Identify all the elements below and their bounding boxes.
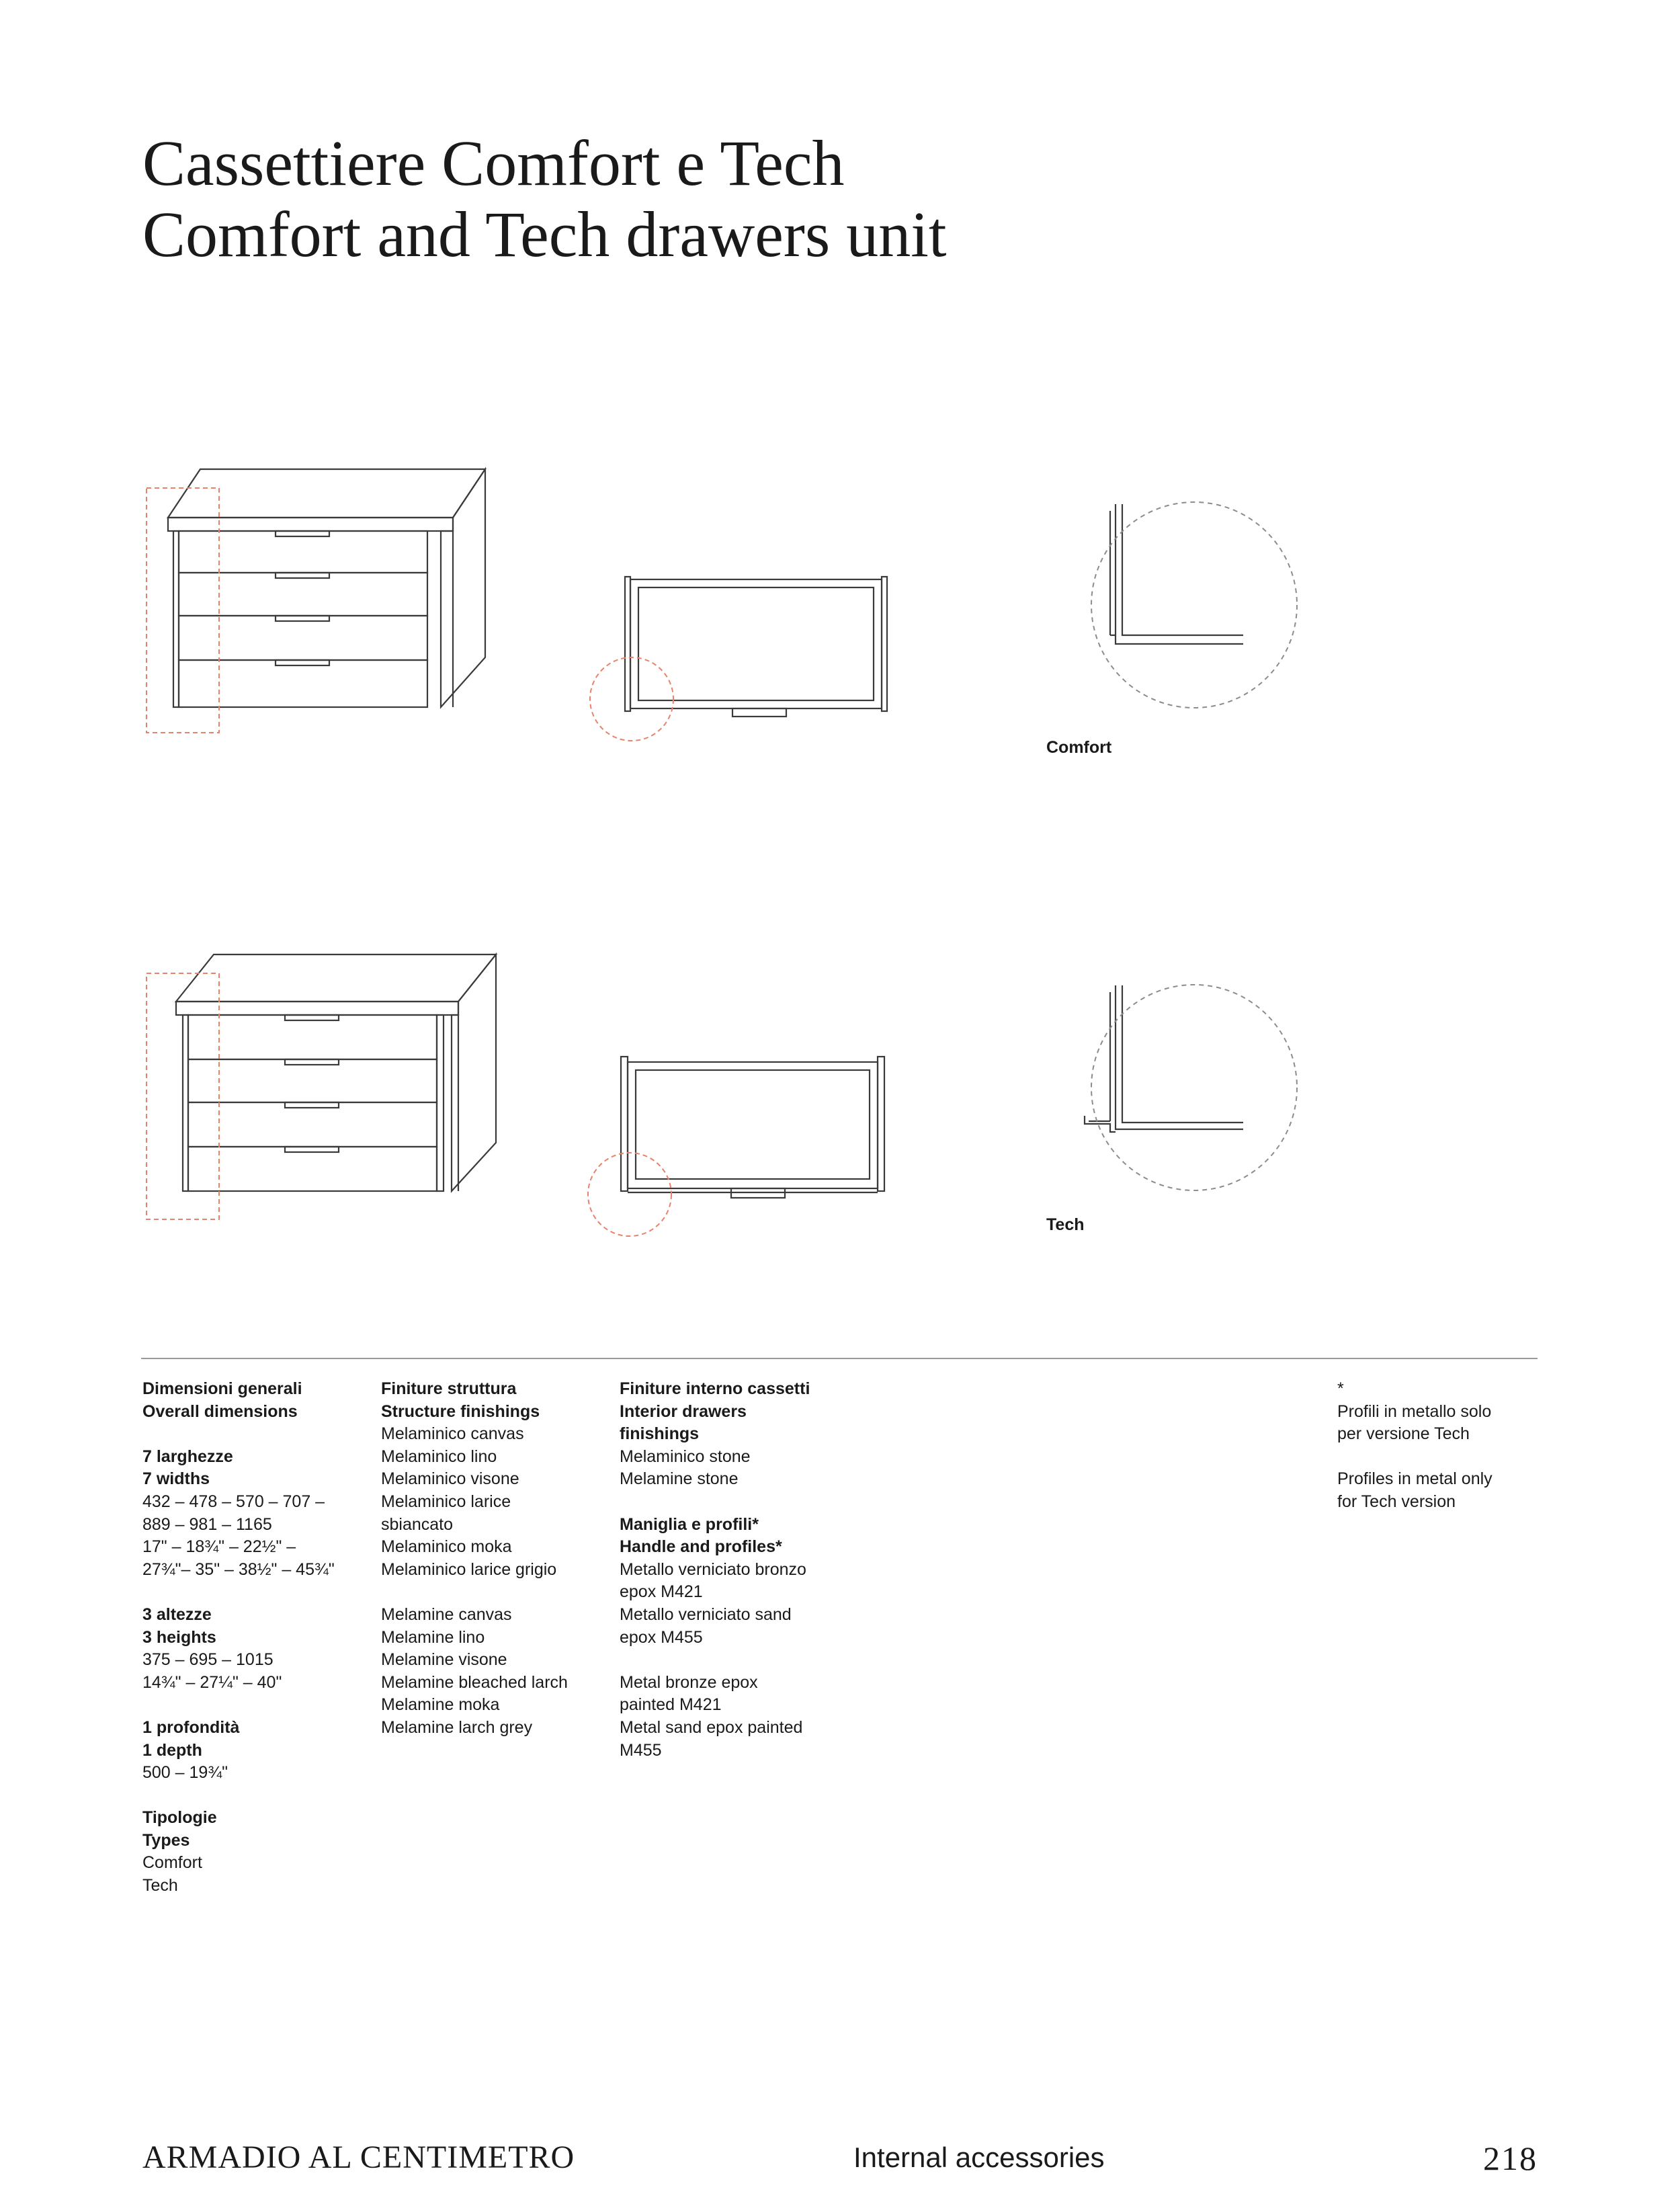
comfort-handle-3 (276, 616, 329, 621)
spec-dimensions (142, 1378, 335, 1898)
structure-item-it: Melaminico canvas (381, 1424, 524, 1444)
heights-heading-it: 3 altezze (142, 1604, 212, 1624)
tech-left-panel (183, 1015, 188, 1191)
structure-item-en: Melamine bleached larch (381, 1672, 568, 1692)
widths-mm-line-1: 432 – 478 – 570 – 707 – (142, 1492, 325, 1511)
interior-item-en: Melamine stone (620, 1469, 739, 1489)
comfort-drawer-2 (179, 573, 427, 616)
caption-comfort: Comfort (1046, 738, 1112, 757)
spec-structure (381, 1378, 568, 1740)
comfort-drawer-unit (168, 469, 485, 707)
depth-heading-en: 1 depth (142, 1740, 202, 1760)
types-heading-en: Types (142, 1830, 190, 1850)
note-en-line-1: Profiles in metal only (1337, 1469, 1493, 1489)
handle-item-en: Metal bronze epox (620, 1672, 758, 1692)
interior-heading-en-2: finishings (620, 1424, 700, 1444)
depth-value: 500 – 19¾" (142, 1763, 228, 1783)
tech-profile-detail (1085, 985, 1243, 1132)
footer-section: Internal accessories (853, 2142, 1105, 2173)
type-comfort: Comfort (142, 1853, 202, 1873)
footer-brand: ARMADIO AL CENTIMETRO (142, 2140, 575, 2175)
widths-in-line-1: 17" – 18¾" – 22½" – (142, 1537, 296, 1557)
spec-interior (620, 1378, 810, 1762)
tech-drawer-1 (188, 1015, 437, 1059)
types-heading-it: Tipologie (142, 1808, 217, 1828)
handle-item-en: Metal sand epox painted (620, 1717, 803, 1737)
tech-drawer-plan (621, 1057, 884, 1198)
tech-handle-3 (285, 1102, 339, 1108)
comfort-drawer-3 (179, 616, 427, 660)
structure-item-it: Melaminico lino (381, 1447, 497, 1466)
comfort-drawer-4 (179, 660, 427, 707)
comfort-drawer-1 (179, 531, 427, 573)
comfort-left-panel (173, 531, 179, 707)
note-en-line-2: for Tech version (1337, 1492, 1456, 1511)
widths-mm-line-2: 889 – 981 – 1165 (142, 1514, 272, 1534)
handle-item-it: epox M455 (620, 1627, 703, 1647)
comfort-side-panel (441, 469, 485, 707)
interior-item-it: Melaminico stone (620, 1447, 751, 1466)
handle-heading-it: Maniglia e profili* (620, 1514, 759, 1534)
structure-item-en: Melamine moka (381, 1695, 500, 1715)
tech-handle-2 (285, 1059, 339, 1065)
spec-note (1337, 1378, 1493, 1514)
handle-item-en: painted M421 (620, 1695, 722, 1715)
structure-item-it: Melaminico larice grigio (381, 1559, 557, 1579)
dimensions-heading-en: Overall dimensions (142, 1401, 298, 1421)
title-english: Comfort and Tech drawers unit (142, 198, 947, 270)
tech-highlight-circle (588, 1153, 671, 1236)
structure-item-en: Melamine larch grey (381, 1717, 533, 1737)
tech-top-surface (176, 954, 496, 1002)
structure-item-en: Melamine visone (381, 1650, 507, 1670)
title-italian: Cassettiere Comfort e Tech (142, 127, 845, 199)
widths-heading-en: 7 widths (142, 1469, 210, 1489)
heights-in: 14¾" – 27¼" – 40" (142, 1672, 282, 1692)
structure-item-it: Melaminico moka (381, 1537, 512, 1557)
type-tech: Tech (142, 1876, 178, 1896)
note-asterisk: * (1337, 1379, 1344, 1398)
widths-in-line-2: 27¾"– 35" – 38½" – 45¾" (142, 1559, 335, 1579)
tech-drawer-4 (188, 1147, 437, 1191)
heights-mm: 375 – 695 – 1015 (142, 1650, 274, 1670)
structure-heading-it: Finiture struttura (381, 1379, 517, 1398)
tech-drawer-unit (176, 954, 496, 1191)
structure-item-en: Melamine canvas (381, 1604, 512, 1624)
comfort-highlight-circle (590, 657, 673, 741)
page-number: 218 (1483, 2140, 1538, 2177)
comfort-top-panel (168, 518, 453, 531)
tech-drawer-3 (188, 1102, 437, 1147)
structure-item-it: sbiancato (381, 1514, 454, 1534)
comfort-handle-2 (276, 573, 329, 578)
note-it-line-2: per versione Tech (1337, 1424, 1470, 1444)
caption-tech: Tech (1046, 1215, 1085, 1234)
handle-heading-en: Handle and profiles* (620, 1537, 782, 1557)
structure-item-it: Melaminico larice (381, 1492, 511, 1511)
comfort-handle-4 (276, 660, 329, 665)
handle-item-it: Metallo verniciato sand (620, 1604, 792, 1624)
comfort-drawer-plan (625, 577, 887, 717)
tech-right-profile (437, 1015, 444, 1191)
structure-item-it: Melaminico visone (381, 1469, 519, 1489)
handle-item-it: epox M421 (620, 1582, 703, 1602)
comfort-handle-1 (276, 531, 329, 536)
comfort-top-surface (168, 469, 485, 518)
note-it-line-1: Profili in metallo solo (1337, 1401, 1492, 1421)
tech-drawer-2 (188, 1059, 437, 1102)
tech-handle-1 (285, 1015, 339, 1020)
comfort-highlight-box (146, 488, 219, 733)
comfort-plan-handle (732, 708, 786, 717)
widths-heading-it: 7 larghezze (142, 1447, 233, 1466)
tech-handle-4 (285, 1147, 339, 1152)
interior-heading-it: Finiture interno cassetti (620, 1379, 810, 1398)
structure-heading-en: Structure finishings (381, 1401, 540, 1421)
handle-item-en: M455 (620, 1740, 662, 1760)
structure-item-en: Melamine lino (381, 1627, 485, 1647)
section-divider (141, 1358, 1538, 1359)
dimensions-heading-it: Dimensioni generali (142, 1379, 302, 1398)
handle-item-it: Metallo verniciato bronzo (620, 1559, 806, 1579)
depth-heading-it: 1 profondità (142, 1717, 240, 1737)
interior-heading-en-1: Interior drawers (620, 1401, 747, 1421)
heights-heading-en: 3 heights (142, 1627, 216, 1647)
